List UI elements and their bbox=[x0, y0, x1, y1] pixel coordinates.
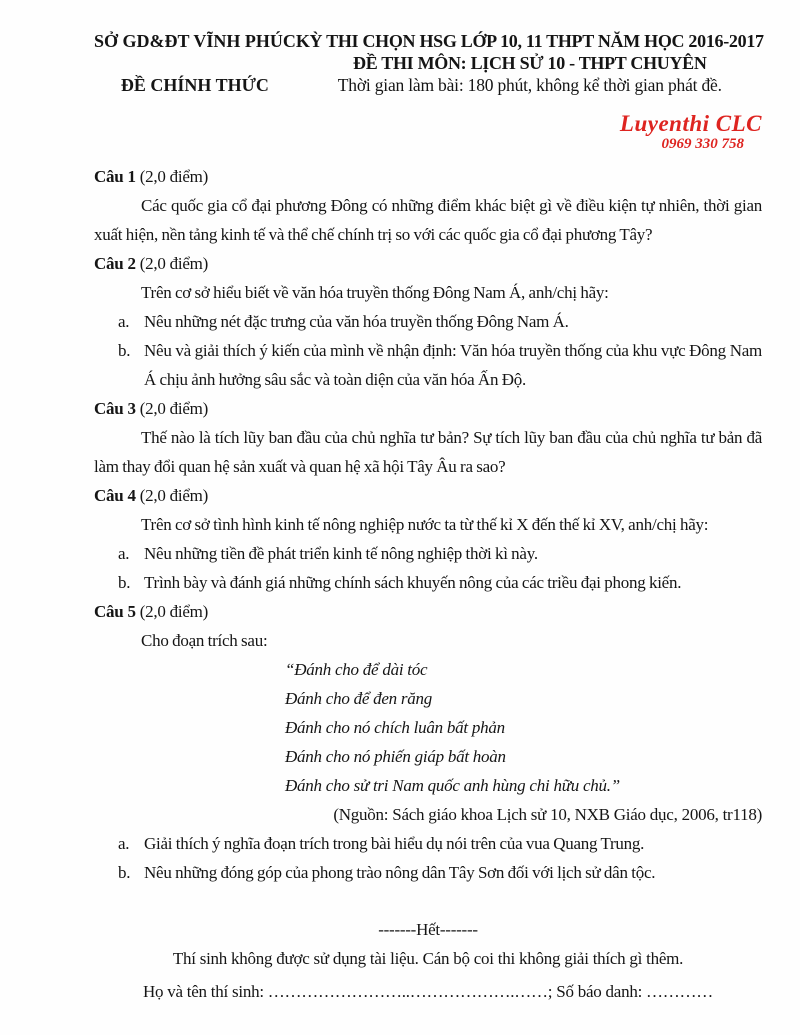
question-intro: Thế nào là tích lũy ban đầu của chủ nghĩa tư bản? Sự tích lũy ban đầu của chủ nghĩa tư bản đã làm thay đổi quan hệ sản xuất và quan hệ xã hội Tây Âu ra sao? bbox=[94, 428, 762, 476]
item-text: Giải thích ý nghĩa đoạn trích trong bài hiểu dụ nói trên của vua Quang Trung. bbox=[144, 834, 645, 853]
exam-note: Thí sinh không được sử dụng tài liệu. Cán bộ coi thi không giải thích gì thêm. bbox=[172, 949, 684, 968]
question-item bbox=[94, 539, 762, 568]
item-marker: b. bbox=[118, 863, 131, 882]
question-points: (2,0 điểm) bbox=[139, 602, 209, 621]
header-right-block bbox=[296, 30, 764, 96]
question-label: Câu 4 bbox=[94, 486, 136, 505]
question-intro: Trên cơ sở hiểu biết về văn hóa truyền thống Đông Nam Á, anh/chị hãy: bbox=[141, 283, 609, 302]
candidate-info-line: Họ và tên thí sinh: ……………………..……………….……; Số báo danh: ………… bbox=[142, 982, 714, 1001]
item-text: Nêu những đóng góp của phong trào nông dân Tây Sơn đối với lịch sử dân tộc. bbox=[144, 863, 656, 882]
question-points: (2,0 điểm) bbox=[139, 399, 209, 418]
brand-logo: Luyenthi CLC bbox=[619, 111, 762, 136]
exam-title: KỲ THI CHỌN HSG LỚP 10, 11 THPT NĂM HỌC 2016-2017 bbox=[295, 31, 764, 51]
item-text: Nêu những nét đặc trưng của văn hóa truyền thống Đông Nam Á. bbox=[144, 312, 569, 331]
item-text: Nêu những tiền đề phát triển kinh tế nông nghiệp thời kì này. bbox=[144, 544, 538, 563]
exam-paper-type: ĐỀ CHÍNH THỨC bbox=[120, 75, 269, 95]
question-intro: Trên cơ sở tình hình kinh tế nông nghiệp nước ta từ thế kỉ X đến thế kỉ XV, anh/chị hãy: bbox=[141, 515, 709, 534]
question-heading bbox=[94, 481, 762, 510]
question-intro: Cho đoạn trích sau: bbox=[141, 631, 268, 650]
quote-line: Đánh cho nó chích luân bất phản bbox=[285, 718, 505, 737]
document-header bbox=[94, 30, 762, 96]
item-marker: b. bbox=[118, 341, 131, 360]
question-heading bbox=[94, 597, 762, 626]
item-marker: a. bbox=[118, 834, 130, 853]
item-marker: a. bbox=[118, 312, 130, 331]
item-text: Nêu và giải thích ý kiến của mình về nhận định: Văn hóa truyền thống của khu vực Đông Nam Á chịu ảnh hưởng sâu sắc và toàn diện của văn hóa Ấn Độ. bbox=[144, 341, 762, 389]
question-points: (2,0 điểm) bbox=[139, 254, 209, 273]
quote-source: (Nguồn: Sách giáo khoa Lịch sử 10, NXB Giáo dục, 2006, tr118) bbox=[333, 805, 762, 824]
quote-line: Đánh cho nó phiến giáp bất hoàn bbox=[285, 747, 506, 766]
exam-subject: ĐỀ THI MÔN: LỊCH SỬ 10 - THPT CHUYÊN bbox=[353, 53, 707, 73]
question-label: Câu 1 bbox=[94, 167, 136, 186]
quote-line: Đánh cho để đen răng bbox=[285, 689, 433, 708]
question-heading bbox=[94, 394, 762, 423]
exam-duration: Thời gian làm bài: 180 phút, không kể thời gian phát đề. bbox=[337, 75, 722, 95]
brand-phone: 0969 330 758 bbox=[661, 136, 744, 152]
question-intro: Các quốc gia cổ đại phương Đông có những điểm khác biệt gì về điều kiện tự nhiên, thời gian xuất hiện, nền tảng kinh tế và thể chế chính trị so với các quốc gia cổ đại phương Tây? bbox=[94, 196, 762, 244]
item-text: Trình bày và đánh giá những chính sách khuyến nông của các triều đại phong kiến. bbox=[144, 573, 682, 592]
brand-logo-block bbox=[94, 112, 762, 152]
questions-section bbox=[94, 162, 762, 887]
question-label: Câu 5 bbox=[94, 602, 136, 621]
question-heading bbox=[94, 162, 762, 191]
item-marker: b. bbox=[118, 573, 131, 592]
question-item bbox=[94, 336, 762, 394]
end-divider: -------Hết------- bbox=[378, 920, 478, 939]
document-footer bbox=[94, 915, 762, 1006]
question-label: Câu 3 bbox=[94, 399, 136, 418]
question-item bbox=[94, 829, 762, 858]
issuing-department: SỞ GD&ĐT VĨNH PHÚC bbox=[94, 31, 296, 51]
question-label: Câu 2 bbox=[94, 254, 136, 273]
quote-line: Đánh cho sử tri Nam quốc anh hùng chi hữu chủ.” bbox=[285, 776, 620, 795]
quote-block bbox=[285, 655, 762, 800]
question-item bbox=[94, 307, 762, 336]
question-item bbox=[94, 858, 762, 887]
item-marker: a. bbox=[118, 544, 130, 563]
question-heading bbox=[94, 249, 762, 278]
quote-line: “Đánh cho để dài tóc bbox=[285, 660, 428, 679]
question-item bbox=[94, 568, 762, 597]
header-left-block bbox=[94, 30, 296, 96]
question-points: (2,0 điểm) bbox=[139, 486, 209, 505]
question-points: (2,0 điểm) bbox=[139, 167, 209, 186]
